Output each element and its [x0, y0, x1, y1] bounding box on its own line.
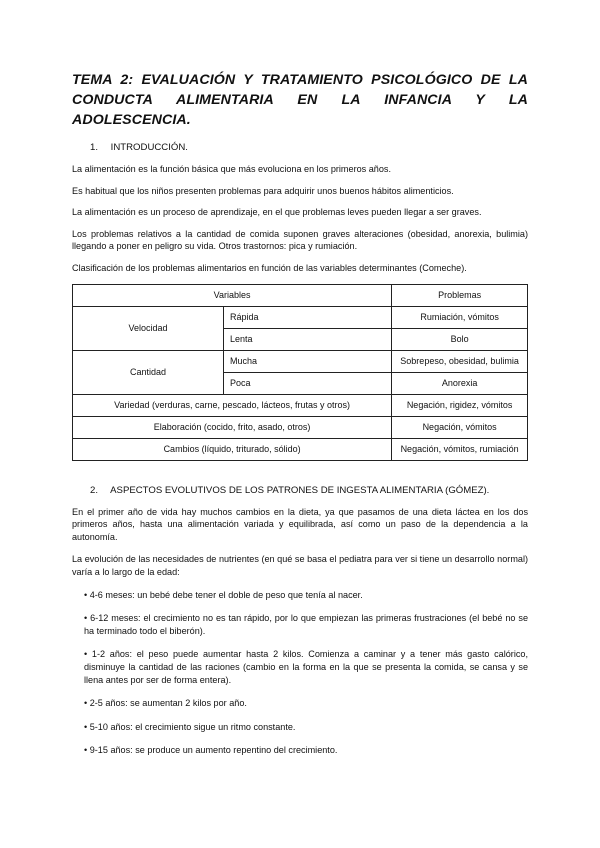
table-cell-problem: Bolo	[392, 328, 528, 350]
table-cell-subvariable: Poca	[224, 372, 392, 394]
list-item: • 9-15 años: se produce un aumento repentino del crecimiento.	[84, 745, 338, 756]
table-cell-problem: Rumiación, vómitos	[392, 306, 528, 328]
list-item: • 2-5 años: se aumentan 2 kilos por año.	[84, 698, 247, 709]
document-page	[72, 70, 528, 768]
table-row	[73, 394, 528, 416]
section-1-title: INTRODUCCIÓN.	[110, 142, 188, 153]
table-cell-problem: Anorexia	[392, 372, 528, 394]
table-row	[73, 350, 528, 372]
table-row	[73, 306, 528, 328]
paragraph: En el primer año de vida hay muchos cambios en la dieta, ya que pasamos de una dieta láctea en los dos primeros años, hasta una alimentación variada y equilibrada, así como un paso de la dependencia a la autonomía.	[72, 506, 528, 542]
table-header-problems: Problemas	[392, 284, 528, 306]
table-cell-variable: Elaboración (cocido, frito, asado, otros)	[73, 416, 392, 438]
table-cell-variable: Cantidad	[73, 350, 224, 394]
table-header-variables: Variables	[73, 284, 392, 306]
table-cell-problem: Sobrepeso, obesidad, bulimia	[392, 350, 528, 372]
section-1-heading	[90, 142, 528, 154]
table-header-row	[73, 284, 528, 306]
document-title: TEMA 2: EVALUACIÓN Y TRATAMIENTO PSICOLÓGICO DE LA CONDUCTA ALIMENTARIA EN LA INFANCIA Y LA ADOLESCENCIA.	[72, 72, 528, 128]
table-row	[73, 416, 528, 438]
paragraph: La alimentación es la función básica que más evoluciona en los primeros años.	[72, 164, 391, 174]
table-cell-variable: Variedad (verduras, carne, pescado, lácteos, frutas y otros)	[73, 394, 392, 416]
section-2-title: ASPECTOS EVOLUTIVOS DE LOS PATRONES DE INGESTA ALIMENTARIA (GÓMEZ).	[110, 484, 490, 496]
list-item: • 4-6 meses: un bebé debe tener el doble de peso que tenía al nacer.	[84, 589, 363, 600]
section-2-number: 2.	[90, 484, 99, 496]
table-cell-problem: Negación, vómitos, rumiación	[392, 438, 528, 460]
paragraph: La alimentación es un proceso de aprendizaje, en el que problemas leves pueden llegar a ser graves.	[72, 207, 482, 218]
table-cell-variable: Cambios (líquido, triturado, sólido)	[73, 438, 392, 460]
section-1-number: 1.	[90, 142, 99, 153]
list-item: • 1-2 años: el peso puede aumentar hasta 2 kilos. Comienza a caminar y a tener más gasto calórico, disminuye la cantidad de las raciones (cambio en la forma en la que se presenta la comida, se cansa y se llena antes por ser de forma entera).	[84, 649, 528, 685]
table-cell-variable: Velocidad	[73, 306, 224, 350]
table-cell-subvariable: Lenta	[224, 328, 392, 350]
paragraph: Los problemas relativos a la cantidad de comida suponen graves alteraciones (obesidad, anorexia, bulimia) llegando a poner en peligro su vida. Otros trastornos: pica y rumiación.	[72, 228, 528, 252]
table-cell-problem: Negación, rigidez, vómitos	[392, 394, 528, 416]
section-2-heading	[90, 485, 528, 497]
table-row	[73, 438, 528, 460]
paragraph: Es habitual que los niños presenten problemas para adquirir unos buenos hábitos alimenticios.	[72, 185, 454, 196]
table-cell-problem: Negación, vómitos	[392, 416, 528, 438]
table-cell-subvariable: Mucha	[224, 350, 392, 372]
list-item: • 6-12 meses: el crecimiento no es tan rápido, por lo que empiezan las primeras frustraciones (el bebé no se ha terminado todo el biberón).	[84, 613, 528, 636]
classification-table	[72, 284, 528, 461]
growth-bullet-list	[72, 589, 528, 757]
table-cell-subvariable: Rápida	[224, 306, 392, 328]
paragraph: La evolución de las necesidades de nutrientes (en qué se basa el pediatra para ver si tiene un desarrollo normal) varía a lo largo de la edad:	[72, 554, 528, 577]
paragraph: Clasificación de los problemas alimentarios en función de las variables determinantes (Comeche).	[72, 262, 467, 273]
list-item: • 5-10 años: el crecimiento sigue un ritmo constante.	[84, 721, 296, 732]
